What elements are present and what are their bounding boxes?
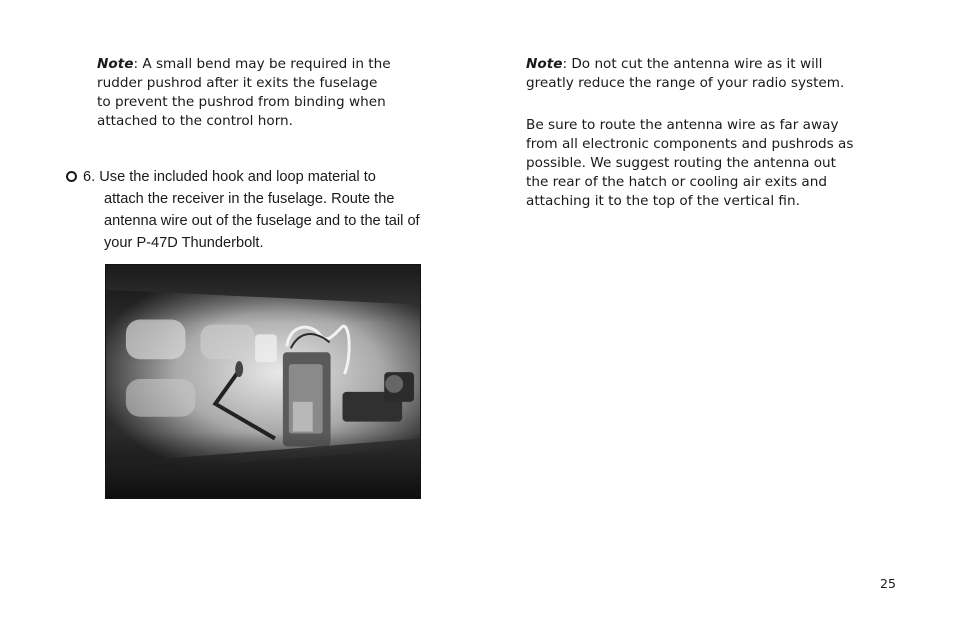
left-note-line: rudder pushrod after it exits the fuselage [97,75,378,91]
step-number: 6. [83,169,96,185]
left-note-line: to prevent the pushrod from binding when [97,94,386,110]
note-label: Note [526,56,563,72]
checkbox-circle-icon[interactable] [66,171,77,182]
antenna-routing-paragraph [526,116,853,211]
step-line [66,166,420,188]
step-line: your P-47D Thunderbolt. [104,235,264,251]
paragraph-line: from all electronic components and pushrods as [526,136,854,152]
paragraph-line: attaching it to the top of the vertical fin. [526,193,800,209]
paragraph-line: the rear of the hatch or cooling air exits and [526,174,827,190]
paragraph-line: Be sure to route the antenna wire as far away [526,117,839,133]
step-text: Use the included hook and loop material to [99,169,376,185]
right-note-line [526,55,844,74]
left-note-text: : A small bend may be required in the [133,56,391,72]
left-note-line [97,55,391,74]
paragraph-line: possible. We suggest routing the antenna out [526,155,836,171]
note-label: Note [97,56,134,72]
right-note-text: : Do not cut the antenna wire as it will [562,56,823,72]
step-line: antenna wire out of the fuselage and to the tail of [104,213,420,229]
right-note [526,55,844,93]
left-note [97,55,391,131]
receiver-installation-photo [105,264,421,499]
page-number: 25 [880,576,896,591]
left-note-line: attached to the control horn. [97,113,293,129]
fuselage-photo-graphic [106,265,420,498]
right-note-line: greatly reduce the range of your radio system. [526,75,845,91]
step-6 [66,166,420,254]
step-line: attach the receiver in the fuselage. Route the [104,191,395,207]
